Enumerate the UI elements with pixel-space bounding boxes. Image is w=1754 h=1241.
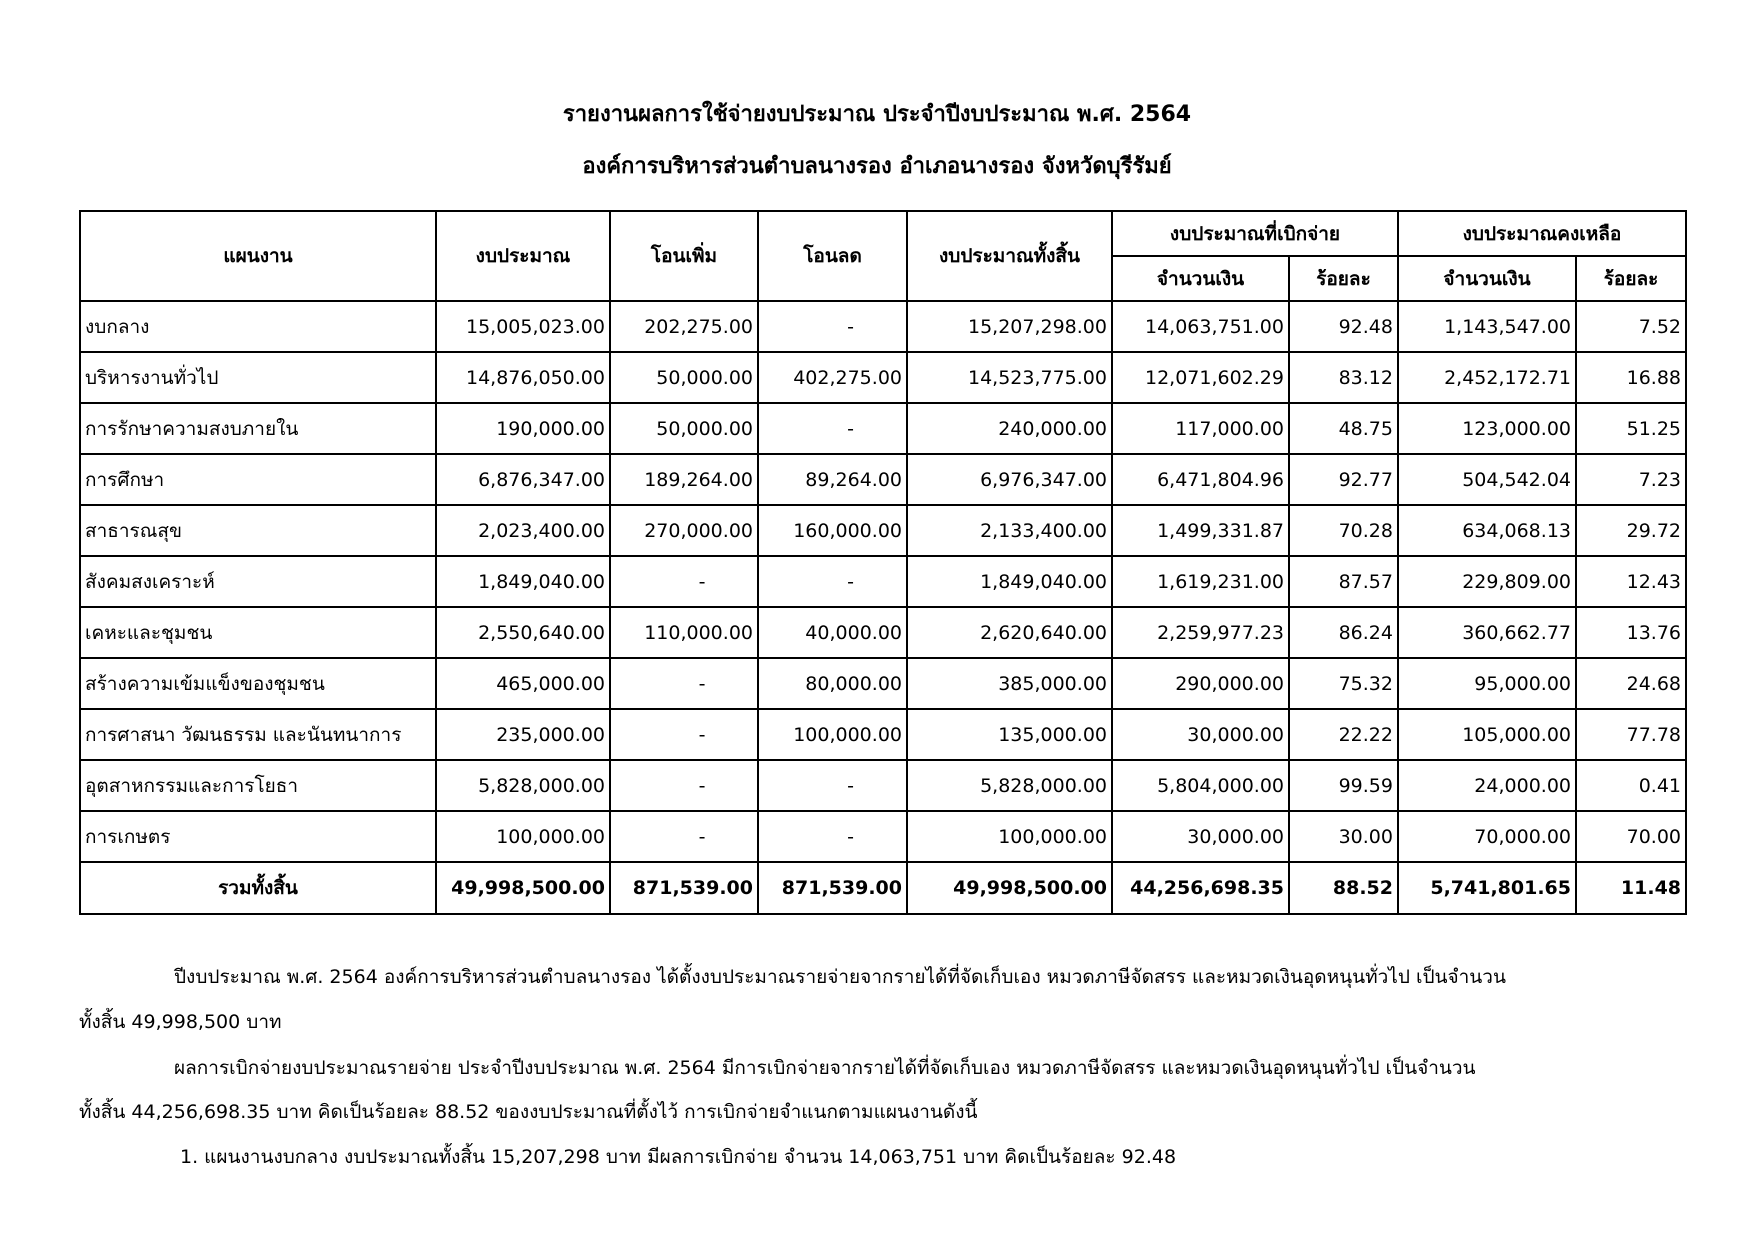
cell-plan: การศึกษา (80, 454, 436, 505)
table-row (80, 505, 1686, 556)
cell-disbursed: 30,000.00 (1112, 709, 1289, 760)
cell-plan: การเกษตร (80, 811, 436, 862)
cell-disbursed: 1,499,331.87 (1112, 505, 1289, 556)
cell-plan: สร้างความเข้มแข็งของชุมชน (80, 658, 436, 709)
cell-transfer-in: - (610, 760, 758, 811)
cell-budget: 14,876,050.00 (436, 352, 610, 403)
cell-budget: 1,849,040.00 (436, 556, 610, 607)
total-transfer-in: 871,539.00 (610, 862, 758, 914)
cell-total: 385,000.00 (907, 658, 1112, 709)
cell-transfer-in: - (610, 556, 758, 607)
cell-plan: บริหารงานทั่วไป (80, 352, 436, 403)
total-remaining-pct: 11.48 (1576, 862, 1686, 914)
header-transfer-out: โอนลด (758, 211, 907, 301)
cell-disbursed-pct: 87.57 (1289, 556, 1398, 607)
cell-plan: สาธารณสุข (80, 505, 436, 556)
cell-transfer-in: 202,275.00 (610, 301, 758, 352)
cell-disbursed-pct: 70.28 (1289, 505, 1398, 556)
cell-transfer-out: 100,000.00 (758, 709, 907, 760)
cell-transfer-out: 402,275.00 (758, 352, 907, 403)
cell-disbursed-pct: 92.77 (1289, 454, 1398, 505)
header-disbursed-percent: ร้อยละ (1289, 256, 1398, 301)
cell-transfer-out: 80,000.00 (758, 658, 907, 709)
cell-disbursed: 1,619,231.00 (1112, 556, 1289, 607)
cell-total: 100,000.00 (907, 811, 1112, 862)
cell-remaining-pct: 24.68 (1576, 658, 1686, 709)
table-row (80, 760, 1686, 811)
cell-total: 15,207,298.00 (907, 301, 1112, 352)
total-disbursed-pct: 88.52 (1289, 862, 1398, 914)
cell-remaining: 2,452,172.71 (1398, 352, 1576, 403)
cell-budget: 5,828,000.00 (436, 760, 610, 811)
cell-remaining-pct: 0.41 (1576, 760, 1686, 811)
cell-disbursed: 290,000.00 (1112, 658, 1289, 709)
paragraph-2-line-2: ทั้งสิ้น 44,256,698.35 บาท คิดเป็นร้อยละ 88.52 ของงบประมาณที่ตั้งไว้ การเบิกจ่ายจำแนกตามแผนงานดังนี้ (79, 1101, 978, 1123)
cell-transfer-out: - (758, 811, 907, 862)
header-transfer-in: โอนเพิ่ม (610, 211, 758, 301)
cell-remaining: 95,000.00 (1398, 658, 1576, 709)
cell-transfer-out: - (758, 301, 907, 352)
cell-remaining-pct: 7.23 (1576, 454, 1686, 505)
paragraph-1-line-2: ทั้งสิ้น 49,998,500 บาท (79, 1011, 282, 1033)
header-disbursed-amount: จำนวนเงิน (1112, 256, 1289, 301)
cell-budget: 2,550,640.00 (436, 607, 610, 658)
cell-remaining-pct: 16.88 (1576, 352, 1686, 403)
header-budget: งบประมาณ (436, 211, 610, 301)
table-row (80, 658, 1686, 709)
report-title: รายงานผลการใช้จ่ายงบประมาณ ประจำปีงบประมาณ พ.ศ. 2564 (562, 102, 1192, 127)
cell-budget: 235,000.00 (436, 709, 610, 760)
total-total: 49,998,500.00 (907, 862, 1112, 914)
budget-table (79, 210, 1687, 915)
cell-transfer-out: - (758, 403, 907, 454)
cell-remaining-pct: 7.52 (1576, 301, 1686, 352)
cell-budget: 15,005,023.00 (436, 301, 610, 352)
cell-transfer-out: - (758, 760, 907, 811)
cell-disbursed: 6,471,804.96 (1112, 454, 1289, 505)
cell-plan: สังคมสงเคราะห์ (80, 556, 436, 607)
cell-plan: เคหะและชุมชน (80, 607, 436, 658)
cell-total: 2,620,640.00 (907, 607, 1112, 658)
cell-plan: การรักษาความสงบภายใน (80, 403, 436, 454)
cell-disbursed-pct: 75.32 (1289, 658, 1398, 709)
cell-disbursed: 14,063,751.00 (1112, 301, 1289, 352)
cell-remaining-pct: 51.25 (1576, 403, 1686, 454)
cell-disbursed: 12,071,602.29 (1112, 352, 1289, 403)
header-remaining-amount: จำนวนเงิน (1398, 256, 1576, 301)
header-total-budget: งบประมาณทั้งสิ้น (907, 211, 1112, 301)
table-row (80, 454, 1686, 505)
total-row (80, 862, 1686, 914)
cell-total: 135,000.00 (907, 709, 1112, 760)
cell-remaining: 634,068.13 (1398, 505, 1576, 556)
header-row-1 (80, 211, 1686, 256)
cell-total: 1,849,040.00 (907, 556, 1112, 607)
total-label: รวมทั้งสิ้น (80, 862, 436, 914)
cell-plan: การศาสนา วัฒนธรรม และนันทนาการ (80, 709, 436, 760)
cell-disbursed-pct: 99.59 (1289, 760, 1398, 811)
cell-disbursed: 5,804,000.00 (1112, 760, 1289, 811)
cell-remaining-pct: 70.00 (1576, 811, 1686, 862)
cell-plan: งบกลาง (80, 301, 436, 352)
cell-remaining: 360,662.77 (1398, 607, 1576, 658)
cell-budget: 100,000.00 (436, 811, 610, 862)
paragraph-1-line-1: ปีงบประมาณ พ.ศ. 2564 องค์การบริหารส่วนตำบลนางรอง ได้ตั้งงบประมาณรายจ่ายจากรายได้ที่จัดเก็บเอง หมวดภาษีจัดสรร และหมวดเงินอุดหนุนทั่วไป เป็นจำนวน (174, 966, 1506, 988)
cell-remaining-pct: 77.78 (1576, 709, 1686, 760)
cell-disbursed-pct: 92.48 (1289, 301, 1398, 352)
cell-disbursed: 2,259,977.23 (1112, 607, 1289, 658)
cell-remaining: 504,542.04 (1398, 454, 1576, 505)
cell-disbursed-pct: 83.12 (1289, 352, 1398, 403)
cell-remaining: 229,809.00 (1398, 556, 1576, 607)
cell-budget: 2,023,400.00 (436, 505, 610, 556)
cell-remaining: 70,000.00 (1398, 811, 1576, 862)
cell-remaining: 24,000.00 (1398, 760, 1576, 811)
cell-disbursed-pct: 48.75 (1289, 403, 1398, 454)
cell-transfer-out: 160,000.00 (758, 505, 907, 556)
cell-total: 2,133,400.00 (907, 505, 1112, 556)
cell-transfer-in: 50,000.00 (610, 352, 758, 403)
cell-remaining: 1,143,547.00 (1398, 301, 1576, 352)
cell-disbursed-pct: 22.22 (1289, 709, 1398, 760)
cell-plan: อุตสาหกรรมและการโยธา (80, 760, 436, 811)
cell-transfer-in: 270,000.00 (610, 505, 758, 556)
cell-budget: 6,876,347.00 (436, 454, 610, 505)
cell-remaining-pct: 12.43 (1576, 556, 1686, 607)
cell-total: 6,976,347.00 (907, 454, 1112, 505)
cell-transfer-in: - (610, 811, 758, 862)
cell-disbursed: 117,000.00 (1112, 403, 1289, 454)
table-row (80, 403, 1686, 454)
cell-transfer-in: - (610, 709, 758, 760)
table-row (80, 301, 1686, 352)
table-row (80, 556, 1686, 607)
cell-total: 5,828,000.00 (907, 760, 1112, 811)
table-row (80, 811, 1686, 862)
header-disbursed-group: งบประมาณที่เบิกจ่าย (1112, 211, 1398, 256)
cell-transfer-in: - (610, 658, 758, 709)
cell-remaining: 105,000.00 (1398, 709, 1576, 760)
table-row (80, 709, 1686, 760)
cell-remaining-pct: 13.76 (1576, 607, 1686, 658)
cell-budget: 465,000.00 (436, 658, 610, 709)
total-budget: 49,998,500.00 (436, 862, 610, 914)
cell-total: 240,000.00 (907, 403, 1112, 454)
total-transfer-out: 871,539.00 (758, 862, 907, 914)
cell-transfer-in: 189,264.00 (610, 454, 758, 505)
header-plan: แผนงาน (80, 211, 436, 301)
table-row (80, 607, 1686, 658)
total-disbursed: 44,256,698.35 (1112, 862, 1289, 914)
cell-transfer-in: 50,000.00 (610, 403, 758, 454)
cell-total: 14,523,775.00 (907, 352, 1112, 403)
cell-transfer-in: 110,000.00 (610, 607, 758, 658)
cell-disbursed-pct: 86.24 (1289, 607, 1398, 658)
cell-disbursed: 30,000.00 (1112, 811, 1289, 862)
header-remaining-percent: ร้อยละ (1576, 256, 1686, 301)
paragraph-2-line-1: ผลการเบิกจ่ายงบประมาณรายจ่าย ประจำปีงบประมาณ พ.ศ. 2564 มีการเบิกจ่ายจากรายได้ที่จัดเก็บเอง หมวดภาษีจัดสรร และหมวดเงินอุดหนุนทั่วไป เป็นจำนวน (174, 1057, 1476, 1079)
cell-budget: 190,000.00 (436, 403, 610, 454)
paragraph-3: 1. แผนงานงบกลาง งบประมาณทั้งสิ้น 15,207,298 บาท มีผลการเบิกจ่าย จำนวน 14,063,751 บาท คิดเป็นร้อยละ 92.48 (180, 1146, 1177, 1168)
organization-title: องค์การบริหารส่วนตำบลนางรอง อำเภอนางรอง จังหวัดบุรีรัมย์ (582, 154, 1172, 179)
cell-transfer-out: 40,000.00 (758, 607, 907, 658)
cell-disbursed-pct: 30.00 (1289, 811, 1398, 862)
total-remaining: 5,741,801.65 (1398, 862, 1576, 914)
table-row (80, 352, 1686, 403)
cell-transfer-out: - (758, 556, 907, 607)
header-remaining-group: งบประมาณคงเหลือ (1398, 211, 1686, 256)
cell-remaining: 123,000.00 (1398, 403, 1576, 454)
cell-remaining-pct: 29.72 (1576, 505, 1686, 556)
cell-transfer-out: 89,264.00 (758, 454, 907, 505)
